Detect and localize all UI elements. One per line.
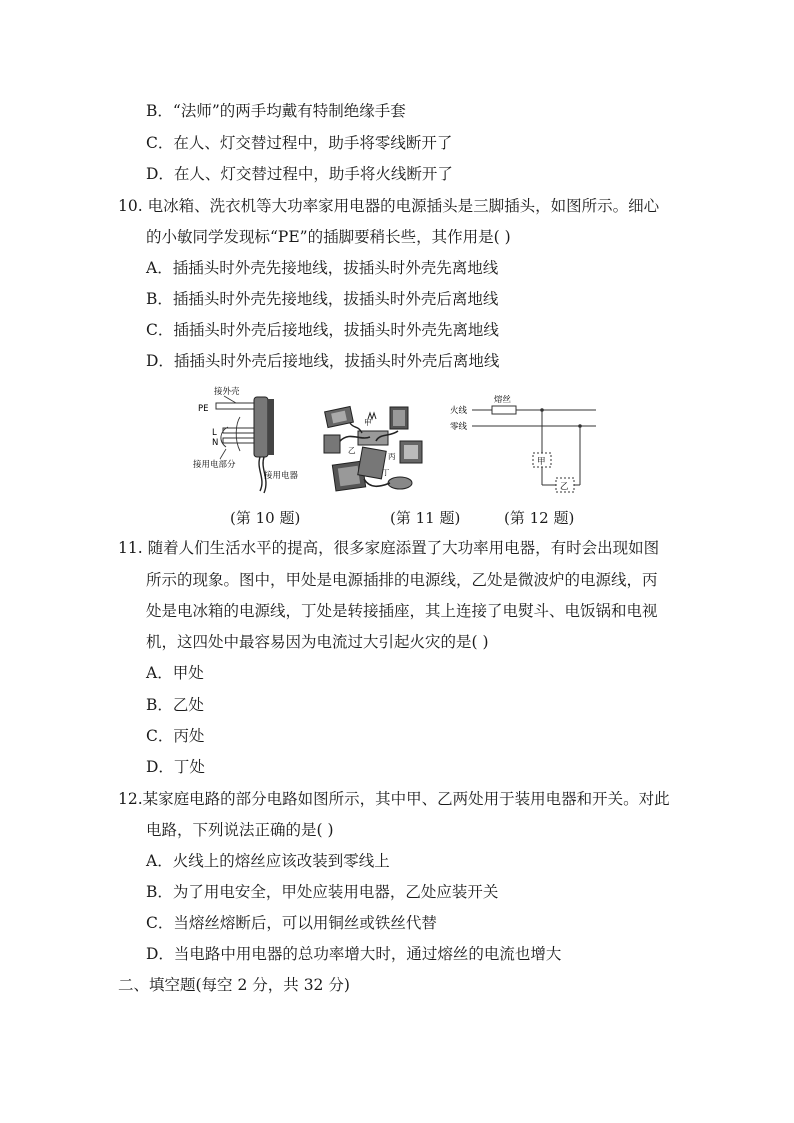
label-live: 火线 (450, 406, 468, 416)
figure-10-plug (190, 383, 320, 503)
q12-option-d: D．当电路中用电器的总功率增大时，通过熔丝的电流也增大 (146, 945, 562, 963)
circuit-diagram (446, 395, 610, 495)
label-yi: 乙 (348, 446, 356, 455)
label-shell: 接外壳 (214, 387, 240, 397)
overload-illustration (320, 401, 430, 501)
fuse-symbol (492, 406, 516, 414)
q11-option-a: A．甲处 (146, 664, 204, 682)
q12-option-b: B．为了用电安全，甲处应装用电器，乙处应装开关 (146, 883, 499, 901)
figure-12-caption: (第 12 题) (504, 509, 575, 527)
q10-stem-line2: 的小敏同学发现标“PE”的插脚要稍长些，其作用是( ) (146, 228, 511, 246)
q9-option-b: B．“法师”的两手均戴有特制绝缘手套 (146, 102, 406, 120)
figure-12-circuit (446, 395, 610, 495)
q11-stem-line4: 机，这四处中最容易因为电流过大引起火灾的是( ) (146, 633, 489, 651)
label-circuit-jia: 甲 (537, 457, 546, 467)
figure-11-overload (320, 401, 430, 501)
label-fuse: 熔丝 (494, 395, 512, 405)
label-ding: 丁 (382, 468, 390, 477)
q11-option-b: B．乙处 (146, 696, 204, 714)
q11-stem-line3: 处是电冰箱的电源线，丁处是转接插座，其上连接了电熨斗、电饭锅和电视 (146, 602, 658, 620)
q12-stem-line1: 12.某家庭电路的部分电路如图所示，其中甲、乙两处用于装用电器和开关。对此 (118, 790, 670, 808)
q10-option-c: C．插插头时外壳后接地线，拔插头时外壳先离地线 (146, 321, 499, 339)
q10-option-d: D．插插头时外壳后接地线，拔插头时外壳后离地线 (146, 352, 500, 370)
figure-11-caption: (第 11 题) (390, 509, 461, 527)
label-jia: 甲 (364, 418, 372, 427)
label-circuit-yi: 乙 (560, 482, 569, 492)
label-appliance: 接用电器 (264, 471, 299, 481)
q11-stem-line1: 11. 随着人们生活水平的提高，很多家庭添置了大功率用电器，有时会出现如图 (118, 539, 660, 557)
q10-option-a: A．插插头时外壳先接地线，拔插头时外壳先离地线 (146, 259, 499, 277)
q11-stem-line2: 所示的现象。图中，甲处是电源插排的电源线，乙处是微波炉的电源线，丙 (146, 571, 658, 589)
q9-option-c: C．在人、灯交替过程中，助手将零线断开了 (146, 134, 453, 152)
q10-stem-line1: 10. 电冰箱、洗衣机等大功率家用电器的电源插头是三脚插头，如图所示。细心 (118, 197, 660, 215)
q9-option-d: D．在人、灯交替过程中，助手将火线断开了 (146, 165, 453, 183)
label-live-part: 接用电部分 (193, 460, 236, 470)
figures-row (190, 383, 610, 528)
q12-stem-line2: 电路，下列说法正确的是( ) (146, 821, 334, 839)
q12-option-c: C．当熔丝熔断后，可以用铜丝或铁丝代替 (146, 914, 437, 932)
label-l: L (212, 428, 217, 438)
label-neutral: 零线 (450, 422, 468, 432)
label-bing: 丙 (388, 452, 396, 461)
plug-diagram (190, 383, 320, 503)
q12-option-a: A．火线上的熔丝应该改装到零线上 (146, 852, 390, 870)
q11-option-c: C．丙处 (146, 727, 205, 745)
q11-option-d: D．丁处 (146, 758, 205, 776)
label-pe: PE (198, 404, 209, 414)
figure-10-caption: (第 10 题) (230, 509, 301, 527)
q10-option-b: B．插插头时外壳先接地线，拔插头时外壳后离地线 (146, 290, 499, 308)
section-2-heading: 二、填空题(每空 2 分，共 32 分) (118, 976, 350, 994)
label-n: N (212, 438, 219, 448)
